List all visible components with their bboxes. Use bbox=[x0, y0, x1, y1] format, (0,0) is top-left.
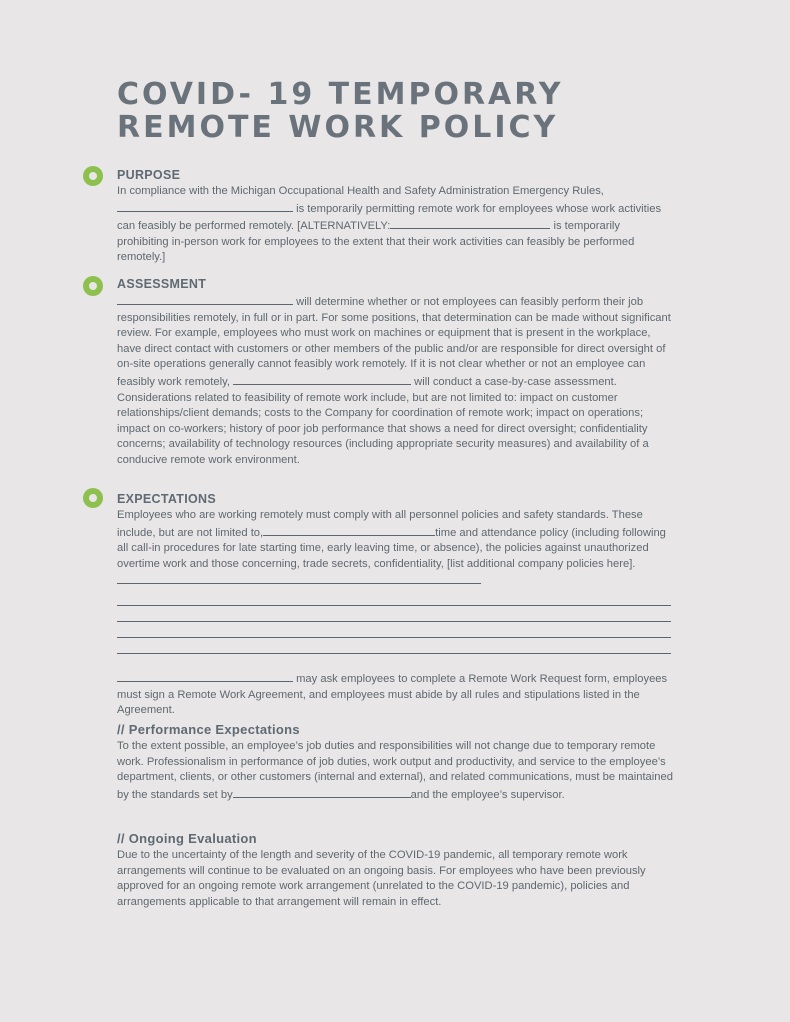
expectations-heading: EXPECTATIONS bbox=[117, 492, 216, 506]
assessment-section bbox=[117, 276, 673, 469]
title-line-1: COVID- 19 TEMPORARY bbox=[117, 77, 564, 112]
purpose-text-1: In compliance with the Michigan Occupational Health and Safety Administration Emergency Rules, bbox=[117, 185, 604, 197]
assessment-text-1: will determine whether or not employees can feasibly perform their job responsibilities remotely, in full or in part. For some positions, that determination can be made without significant review. For example, employees who must work on machines or equipment that is present in the workplace, have direct contact with customers or other members of the public and/or are responsible for direct oversight of on-site operations generally cannot feasibly work remotely. If it is not clear whether or not an employee can feasibly work remotely, bbox=[117, 296, 671, 388]
performance-section bbox=[117, 721, 673, 803]
additional-policies-line[interactable] bbox=[117, 622, 671, 638]
company-name-blank[interactable] bbox=[117, 200, 293, 212]
document-title bbox=[117, 78, 563, 144]
assessment-text-2: will conduct a case-by-case assessment. Considerations related to feasibility of remote work include, but are not limited to: impact on customer relationships/client demands; costs to the Company for coordination of remote work; impact on operations; impact on co-workers; history of poor job performance that shows a need for direct oversight; confidentiality concerns; availability of technology resources (including appropriate security measures) and availability of a conducive remote work environment. bbox=[117, 375, 649, 466]
performance-text bbox=[117, 739, 673, 803]
ring-bullet-icon bbox=[83, 166, 103, 186]
ring-bullet-icon bbox=[83, 276, 103, 296]
assessment-text bbox=[117, 293, 673, 469]
standards-setter-blank[interactable] bbox=[233, 786, 411, 798]
additional-policies-line[interactable] bbox=[117, 606, 671, 622]
performance-text-1: To the extent possible, an employee’s job duties and responsibilities will not change due to temporary remote work. Professionalism in performance of job duties, work output and productivity, and service to the employee’s department, clients, or other customers (internal and external), and related communications, must be maintained by the standards set by bbox=[117, 740, 673, 801]
policy-name-blank[interactable] bbox=[263, 524, 435, 536]
performance-heading: // Performance Expectations bbox=[117, 722, 300, 737]
expectations-text-3: may ask employees to complete a Remote Work Request form, employees must sign a Remote Work Agreement, and employees must abide by all rules and stipulations listed in the Agreement. bbox=[117, 672, 668, 717]
evaluation-text: Due to the uncertainty of the length and severity of the COVID-19 pandemic, all temporary remote work arrangements will continue to be evaluated on an ongoing basis. For employees who have been previously approved for an ongoing remote work arrangement (unrelated to the COVID-19 pandemic), policies and arrangements applicable to that arrangement will remain in effect. bbox=[117, 849, 646, 908]
requestor-blank[interactable] bbox=[117, 670, 293, 682]
expectations-text-1: Employees who are working remotely must comply with all personnel policies and safety standards. These include, but are not limited to, bbox=[117, 509, 643, 539]
purpose-text-3: is temporarily prohibiting in-person work for employees to the extent that their work activities can feasibly be performed remotely.] bbox=[117, 220, 635, 264]
title-line-2: REMOTE WORK POLICY bbox=[117, 110, 559, 145]
expectations-text bbox=[117, 508, 673, 654]
assessment-heading: ASSESSMENT bbox=[117, 277, 207, 291]
purpose-text-2: is temporarily permitting remote work for employees whose work activities can feasibly be performed remotely. [ALTERNATIVELY: bbox=[117, 202, 662, 233]
purpose-section bbox=[117, 167, 673, 266]
evaluation-heading: // Ongoing Evaluation bbox=[117, 831, 257, 846]
case-assessor-blank[interactable] bbox=[233, 373, 411, 385]
alternative-company-blank[interactable] bbox=[390, 217, 550, 229]
purpose-text bbox=[117, 184, 673, 266]
expectations-agreement-text bbox=[117, 670, 673, 719]
expectations-section bbox=[117, 491, 673, 719]
additional-policies-line[interactable] bbox=[117, 590, 671, 606]
assessor-blank[interactable] bbox=[117, 293, 293, 305]
purpose-heading: PURPOSE bbox=[117, 168, 181, 182]
expectations-text-2: time and attendance policy (including following all call-in procedures for late starting time, early leaving time, or absence), the policies against unauthorized overtime work and those concerning, trade secrets, confidentiality, [list additional company policies here]. bbox=[117, 526, 666, 570]
ring-bullet-icon bbox=[83, 488, 103, 508]
evaluation-section bbox=[117, 830, 673, 910]
additional-policies-line[interactable] bbox=[117, 638, 671, 654]
additional-policies-blank[interactable] bbox=[117, 572, 481, 584]
performance-text-2: and the employee’s supervisor. bbox=[410, 788, 565, 801]
